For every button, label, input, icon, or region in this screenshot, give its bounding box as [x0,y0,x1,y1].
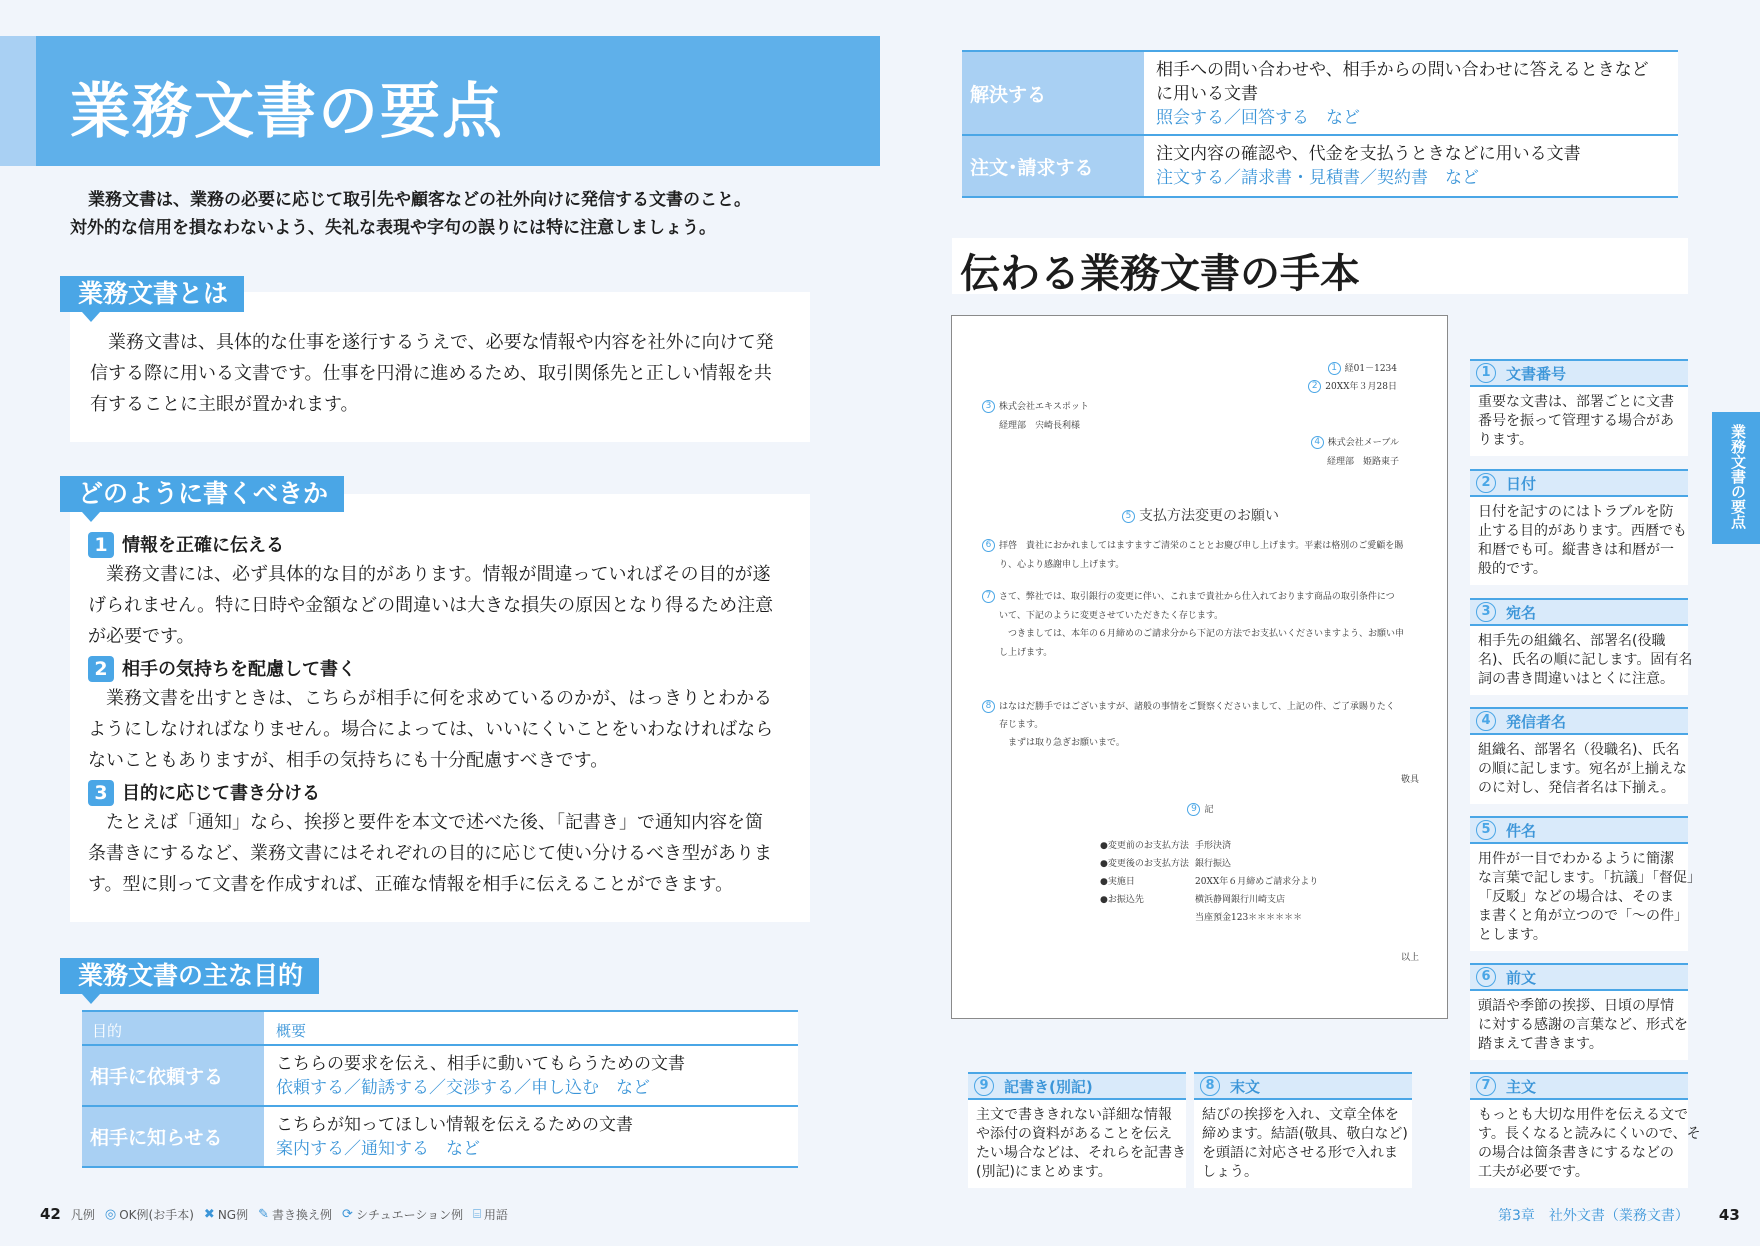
doc-date: 20XX年３月28日 [1325,382,1397,392]
note-subject [1470,816,1701,951]
note-number: 3 [1476,602,1496,622]
note-line: 相手先の組織名、部署名(役職 [1478,633,1666,649]
legend-text: 書き換え例 [272,1207,333,1222]
sender-person: 経理部 姫路東子 [1326,457,1399,467]
note-number: 6 [1476,967,1496,987]
note-title: 日付 [1506,474,1537,493]
note-line: 締めます。結語(敬具、敬白など) [1202,1126,1408,1142]
row-examples: 案内する／通知する など [276,1139,480,1159]
section-label-how: どのように書くべきか [60,476,344,512]
header-summary: 概要 [264,1012,798,1044]
note-line: もっとも大切な用件を伝える文で [1478,1107,1688,1123]
footer-left [40,1205,508,1223]
body-line: 業務文書は、具体的な仕事を遂行するうえで、必要な情報や内容を社外に向けて発 [108,332,774,353]
note-ki-gaki [968,1072,1186,1188]
letter-text: まずは取り急ぎお願いまで。 [1008,738,1125,748]
item-label: ●変更前のお支払方法 [1100,841,1189,851]
row-purpose: 相手に依頼する [82,1046,264,1105]
letter-text: いて、下記のように変更させていただきたく存じます。 [999,611,1224,621]
body-line: 条書きにするなど、業務文書にはそれぞれの目的に応じて使い分けるべき型がありま [88,843,772,864]
note-title: 文書番号 [1506,364,1567,383]
note-line: たい場合などは、それらを記書き [976,1145,1186,1161]
row-summary: 相手への問い合わせや、相手からの問い合わせに答えるときなど [1156,60,1649,80]
note-title: 主文 [1506,1077,1537,1096]
note-line: や添付の資料があることを伝え [976,1126,1172,1142]
note-preamble [1470,963,1688,1060]
letter-text: つきましては、本年の６月締めのご請求分から下記の方法でお支払いくださいますよう、お願い申 [1008,629,1405,639]
marker-9: 9 [1187,803,1200,816]
note-title: 宛名 [1506,603,1537,622]
note-line: のに対し、発信者名は下揃え。 [1478,780,1675,796]
marker-8: 8 [982,700,995,713]
body-line: ようにしなければなりません。場合によっては、いいにくいことをいわなければなら [88,719,774,740]
marker-2: 2 [1308,380,1321,393]
page-title: 業務文書の要点 [70,77,504,147]
footer-right [1498,1205,1740,1225]
body-line: 業務文書を出すときは、こちらが相手に何を求めているのかが、はっきりとわかる [106,688,772,709]
note-main-text [1470,1072,1701,1188]
row-summary: 注文内容の確認や、代金を支払うときなどに用いる文書 [1156,144,1581,164]
point-heading: 情報を正確に伝える [122,534,284,556]
body-line: 業務文書には、必ず具体的な目的があります。情報が間違っていればその目的が遂 [106,564,771,585]
note-line: の場合は箇条書きにするなどの [1478,1145,1674,1161]
note-line: な言葉で記します。「抗議」「督促」 [1478,870,1701,886]
section-label-purposes: 業務文書の主な目的 [60,958,319,994]
table-row [82,1046,798,1107]
point-2 [88,655,802,776]
row-examples: 照会する／回答する など [1156,108,1360,128]
legend-text: OK例(お手本) [119,1207,194,1222]
legend-label: 凡例 [70,1207,95,1222]
number-badge: 3 [88,780,114,806]
note-title: 前文 [1506,968,1537,987]
row-purpose: 解決する [962,52,1144,134]
item-value: 銀行振込 [1195,859,1232,869]
point-3 [88,779,802,900]
note-line: 組織名、部署名（役職名)、氏名 [1478,742,1680,758]
table-row [82,1107,798,1168]
note-line: 般的です。 [1478,561,1547,577]
legend-text: 用語 [483,1207,508,1222]
item-value: 手形決済 [1195,841,1232,851]
page-number-right: 43 [1718,1206,1740,1224]
section-body-what [90,327,774,420]
note-number: 5 [1476,820,1496,840]
note-recipient [1470,598,1693,695]
letter-ijo: 以上 [1400,953,1419,963]
table-row [962,136,1678,198]
row-purpose: 注文･請求する [962,136,1144,196]
note-line: 主文で書ききれない詳細な情報 [976,1107,1172,1123]
note-line: 番号を振って管理する場合があ [1478,413,1674,429]
note-date [1470,469,1688,585]
note-title: 件名 [1506,821,1537,840]
lead-line: 業務文書は、業務の必要に応じて取引先や顧客などの社外向けに発信する文書のこと。 [88,190,751,210]
note-line: 結びの挨拶を入れ、文章全体を [1202,1107,1399,1123]
sample-letter [951,315,1448,1019]
note-line: 和暦でも可。縦書きは和暦が一 [1478,542,1674,558]
row-summary: こちらの要求を伝え、相手に動いてもらうための文書 [276,1054,686,1074]
note-doc-number [1470,359,1688,456]
book-icon: ⌸ [473,1206,481,1222]
item-value: 20XX年６月締めご請求分より [1195,877,1319,887]
note-line: 重要な文書は、部署ごとに文書 [1478,394,1674,410]
row-examples: 依頼する／勧誘する／交渉する／申し込む など [276,1078,650,1098]
note-number: 2 [1476,473,1496,493]
recipient-person: 経理部 宍崎長利様 [999,421,1081,431]
body-line: 有することに主眼が置かれます。 [90,394,359,415]
point-heading: 目的に応じて書き分ける [122,782,320,804]
body-line: たとえば「通知」なら、挨拶と要件を本文で述べた後、「記書き」で通知内容を箇 [106,812,763,833]
marker-3: 3 [982,400,995,413]
note-number: 9 [974,1076,994,1096]
note-closing [1194,1072,1412,1188]
note-line: 「反駁」などの場合は、そのま [1478,889,1674,905]
note-title: 記書き(別記) [1004,1077,1093,1096]
item-account: 当座預金123＊＊＊＊＊＊ [1195,913,1303,923]
number-badge: 2 [88,656,114,682]
section-label-what: 業務文書とは [60,276,244,312]
title-accent-bar [0,36,36,166]
body-line: が必要です。 [88,626,195,647]
letter-text: り、心より感謝申し上げます。 [999,560,1125,570]
note-line: とします。 [1478,927,1547,943]
point-heading: 相手の気持ちを配慮して書く [122,658,356,680]
sender-company: 株式会社メーブル [1327,438,1399,448]
note-line: 名)、氏名の順に記します。固有名 [1478,652,1693,668]
chapter-label: 第3章 社外文書（業務文書） [1498,1208,1689,1224]
doc-number: 経01－1234 [1344,364,1397,374]
row-examples: 注文する／請求書・見積書／契約書 など [1156,168,1479,188]
title-band [36,36,880,166]
note-sender [1470,707,1688,804]
legend-text: シチュエーション例 [355,1207,464,1222]
lead-paragraph [70,186,790,242]
note-line: す。長くなると読みにくいので、そ [1478,1126,1701,1142]
table-header [82,1010,798,1046]
body-line: 信する際に用いる文書です。仕事を円滑に進めるため、取引関係先と正しい情報を共 [90,363,772,384]
point-1 [88,531,802,652]
letter-text: し上げます。 [999,648,1053,658]
body-line: ないこともありますが、相手の気持ちにも十分配慮すべきです。 [88,750,609,771]
letter-text: はなはだ勝手ではございますが、諸般の事情をご賢察くださいまして、上記の件、ご了承賜りたく [999,702,1395,712]
ng-cross-icon: ✖ [203,1206,215,1222]
letter-subject: 支払方法変更のお願い [1139,508,1279,524]
item-label: ●実施日 [1100,877,1135,887]
table-row [962,52,1678,136]
note-number: 4 [1476,711,1496,731]
marker-4: 4 [1311,436,1324,449]
note-line: 頭語や季節の挨拶、日頃の厚情 [1478,998,1674,1014]
lead-line: 対外的な信用を損なわないよう、失礼な表現や字句の誤りには特に注意しましょう。 [70,218,716,238]
row-purpose: 相手に知らせる [82,1107,264,1166]
letter-keigu: 敬具 [1400,775,1419,785]
chapter-side-tab: 業務文書の要点 [1712,412,1760,544]
letter-text: さて、弊社では、取引銀行の変更に伴い、これまで貴社から仕入れております商品の取引条件につ [999,592,1395,602]
purpose-table [82,1010,798,1168]
marker-1: 1 [1328,362,1341,375]
situation-icon: ⟳ [342,1206,353,1222]
note-line: (別記)にまとめます。 [976,1164,1112,1180]
note-line: の順に記します。宛名が上揃えな [1478,761,1687,777]
section-body-how [88,531,802,900]
note-line: に対する感謝の言葉など、形式を [1478,1017,1688,1033]
note-line: 止する目的があります。西暦でも [1478,523,1687,539]
row-summary: こちらが知ってほしい情報を伝えるための文書 [276,1115,633,1135]
note-line: 詞の書き間違いはとくに注意。 [1478,671,1674,687]
note-line: を頭語に対応させる形で入れま [1202,1145,1398,1161]
number-badge: 1 [88,532,114,558]
letter-text: 拝啓 貴社におかれましてはますますご清栄のこととお慶び申し上げます。平素は格別のご愛顧を賜 [999,541,1404,551]
note-line: 日付を記すのにはトラブルを防 [1478,504,1674,520]
note-line: 工夫が必要です。 [1478,1164,1589,1180]
sample-title: 伝わる業務文書の手本 [952,238,1688,294]
note-title: 末文 [1230,1077,1261,1096]
item-label: ●お振込先 [1100,895,1144,905]
header-purpose: 目的 [82,1012,264,1044]
note-line: 用件が一目でわかるように簡潔 [1478,851,1674,867]
legend-text: NG例 [217,1207,249,1222]
marker-7: 7 [982,590,995,603]
page-number-left: 42 [40,1205,61,1223]
row-summary: に用いる文書 [1156,84,1258,104]
body-line: す。型に則って文書を作成すれば、正確な情報を相手に伝えることができます。 [88,874,734,895]
body-line: げられません。特に日時や金額などの間違いは大きな損失の原因となり得るため注意 [88,595,774,616]
item-label: ●変更後のお支払方法 [1100,859,1189,869]
note-title: 発信者名 [1506,712,1567,731]
pen-icon: ✎ [258,1206,270,1222]
purpose-table-continued [962,50,1678,198]
note-line: ま書くと角が立つので「～の件」 [1478,908,1688,924]
note-line: ります。 [1478,432,1533,448]
marker-5: 5 [1122,510,1135,523]
note-number: 7 [1476,1076,1496,1096]
note-line: 踏まえて書きます。 [1478,1036,1603,1052]
item-value: 横浜静岡銀行川崎支店 [1195,895,1286,905]
marker-6: 6 [982,539,995,552]
letter-text: 存じます。 [999,720,1044,730]
note-line: しょう。 [1202,1164,1258,1180]
ok-circle-icon: ◎ [104,1206,117,1222]
note-number: 1 [1476,363,1496,383]
letter-ki: 記 [1204,805,1214,815]
recipient-company: 株式会社エキスポット [999,402,1089,412]
note-number: 8 [1200,1076,1220,1096]
